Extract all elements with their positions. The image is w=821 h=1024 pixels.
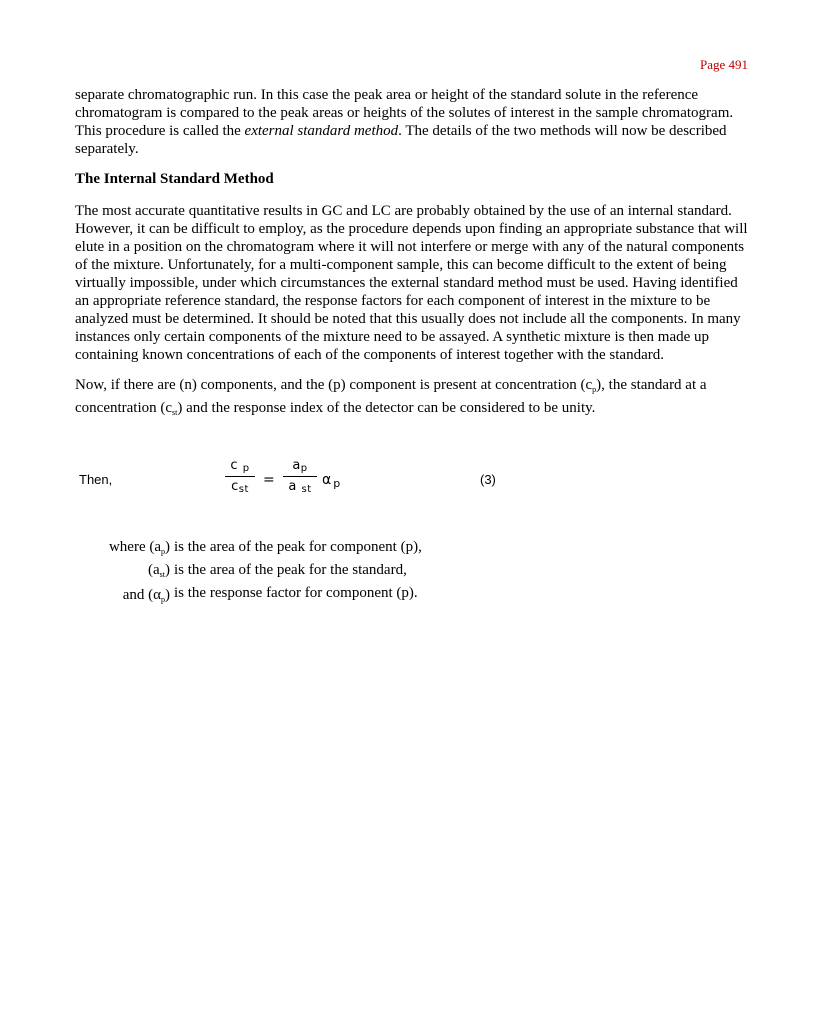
equation-number: (3) <box>480 472 496 487</box>
fraction-concentration: c $_p$ $c_{st}$ <box>225 458 255 495</box>
paragraph-intro: separate chromatographic run. In this case the peak area or height of the standard solute in the reference chromatogram is compared to the peak areas or heights of the solutes of interest in the sample chromatogram. This procedure is called the external standard method. The details of the two methods will now be described separately. <box>75 87 734 157</box>
definition-row: where $(a_p)$ is the area of the peak for component (p), <box>108 539 422 556</box>
variable-definitions <box>96 538 422 607</box>
paragraph-internal-standard: The most accurate quantitative results in GC and LC are probably obtained by the use of an internal standard. However, it can be difficult to employ, as the procedure depends upon finding an appropriate substance that will elute in a position on the chromatogram where it will not interfere or merge with any of the natural components of the mixture. Unfortunately, for a multi-component sample, this can become difficult to the extent of being virtually impossible, under which circumstances the external standard method must be used. Having identified an appropriate reference standard, the response factors for each component of interest in the mixture to be analyzed must be determined. It should be noted that this usually does not include all the components. In many instances only certain components of the mixture need to be assayed. A synthetic mixture is then made up containing known concentrations of each of the components of interest together with the standard. <box>75 203 748 363</box>
paragraph-components: Now, if there are (n) components, and the (p) component is present at concentration $(c_p)$, the standard at a concentration $(c_{st})$ and the response index of the detector can be considered to be unity. <box>75 377 707 417</box>
section-heading: The Internal Standard Method <box>75 171 274 187</box>
equation-3 <box>79 458 751 518</box>
equation-then-label: Then, <box>79 472 113 487</box>
document-body <box>75 86 751 430</box>
page-number: Page 491 <box>699 57 748 72</box>
equals-sign: = <box>263 472 275 488</box>
emphasis-external-standard: external standard method <box>244 123 399 139</box>
alpha-response-factor: α $_p$ <box>322 472 341 490</box>
definition-row: and $(\alpha_p)$ is the response factor for component (p). <box>122 585 418 604</box>
fraction-area: $a_p$ a $_{st}$ <box>283 458 317 495</box>
definition-row: $(a_{st})$ is the area of the peak for the standard, <box>148 562 407 579</box>
